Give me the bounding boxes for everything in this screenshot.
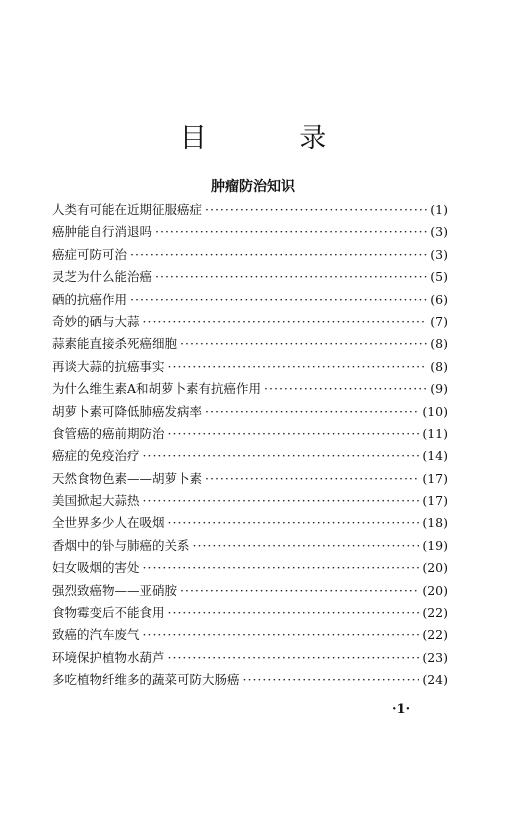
toc-entry-page: (20) [422, 560, 448, 576]
toc-entry-page: (8) [430, 358, 448, 374]
table-of-contents [52, 199, 448, 692]
toc-entry-page: (22) [422, 605, 448, 621]
toc-entry-page: (8) [430, 336, 448, 352]
dot-leader [243, 669, 420, 691]
toc-entry-page: (3) [430, 224, 448, 240]
toc-entry-title: 灵芝为什么能治癌 [52, 269, 153, 285]
toc-entry-title: 美国掀起大蒜热 [52, 493, 140, 509]
toc-entry [52, 624, 448, 646]
toc-entry-title: 食管癌的癌前期防治 [52, 425, 165, 441]
toc-entry-title: 再谈大蒜的抗癌事实 [52, 358, 165, 374]
toc-entry [52, 490, 448, 512]
dot-leader [130, 289, 427, 311]
dot-leader [168, 602, 420, 624]
toc-entry-title: 人类有可能在近期征服癌症 [52, 201, 203, 217]
toc-entry-page: (23) [422, 649, 448, 665]
toc-entry-page: (17) [422, 470, 448, 486]
toc-entry-page: (1) [430, 201, 448, 217]
toc-entry-title: 蒜素能直接杀死癌细胞 [52, 336, 178, 352]
toc-entry [52, 199, 448, 221]
toc-entry-title: 环境保护植物水葫芦 [52, 649, 165, 665]
toc-entry-title: 癌症的免疫治疗 [52, 448, 140, 464]
toc-entry-page: (10) [422, 403, 448, 419]
dot-leader [180, 580, 419, 602]
toc-entry-title: 香烟中的钋与肺癌的关系 [52, 537, 190, 553]
toc-entry-page: (18) [422, 515, 448, 531]
dot-leader [205, 401, 419, 423]
toc-entry [52, 445, 448, 467]
page-title: 目 录 [179, 123, 369, 154]
toc-entry-title: 癌肿能自行消退吗 [52, 224, 153, 240]
toc-entry [52, 580, 448, 602]
toc-entry-page: (14) [422, 448, 448, 464]
toc-entry [52, 669, 448, 691]
toc-entry-title: 为什么维生素A和胡萝卜素有抗癌作用 [52, 381, 262, 397]
dot-leader [143, 311, 428, 333]
section-heading: 肿瘤防治知识 [211, 179, 295, 195]
dot-leader [168, 512, 420, 534]
dot-leader [180, 333, 427, 355]
dot-leader [143, 490, 420, 512]
toc-entry [52, 266, 448, 288]
toc-entry [52, 423, 448, 445]
toc-entry [52, 378, 448, 400]
toc-entry-page: (5) [430, 269, 448, 285]
toc-entry [52, 311, 448, 333]
dot-leader [155, 221, 427, 243]
toc-entry-title: 硒的抗癌作用 [52, 291, 128, 307]
toc-entry-page: (24) [422, 672, 448, 688]
toc-entry-page: (11) [422, 425, 448, 441]
toc-entry-page: (3) [430, 246, 448, 262]
toc-entry-title: 强烈致癌物——亚硝胺 [52, 582, 178, 598]
toc-entry [52, 333, 448, 355]
dot-leader [143, 557, 420, 579]
toc-entry-title: 天然食物色素——胡萝卜素 [52, 470, 203, 486]
toc-entry [52, 468, 448, 490]
dot-leader [130, 244, 427, 266]
dot-leader [143, 445, 420, 467]
toc-entry [52, 244, 448, 266]
toc-entry-page: (9) [430, 381, 448, 397]
toc-entry-page: (7) [430, 313, 448, 329]
toc-entry [52, 512, 448, 534]
toc-entry-title: 致癌的汽车废气 [52, 627, 140, 643]
toc-entry [52, 602, 448, 624]
toc-entry [52, 221, 448, 243]
toc-entry-title: 癌症可防可治 [52, 246, 128, 262]
toc-entry-title: 胡萝卜素可降低肺癌发病率 [52, 403, 203, 419]
dot-leader [264, 378, 427, 400]
toc-entry [52, 647, 448, 669]
page-number: ·1· [392, 702, 411, 717]
toc-entry-page: (20) [422, 582, 448, 598]
toc-entry [52, 557, 448, 579]
toc-entry-title: 妇女吸烟的害处 [52, 560, 140, 576]
toc-entry-page: (19) [422, 537, 448, 553]
dot-leader [205, 199, 427, 221]
dot-leader [168, 356, 428, 378]
toc-entry [52, 401, 448, 423]
toc-entry [52, 356, 448, 378]
dot-leader [155, 266, 427, 288]
dot-leader [168, 423, 420, 445]
toc-entry-title: 多吃植物纤维多的蔬菜可防大肠癌 [52, 672, 240, 688]
toc-entry-page: (22) [422, 627, 448, 643]
toc-entry-title: 食物霉变后不能食用 [52, 605, 165, 621]
toc-entry [52, 535, 448, 557]
toc-entry-page: (17) [422, 493, 448, 509]
dot-leader [168, 647, 420, 669]
dot-leader [143, 624, 420, 646]
toc-entry-page: (6) [430, 291, 448, 307]
toc-entry [52, 289, 448, 311]
toc-entry-title: 全世界多少人在吸烟 [52, 515, 165, 531]
dot-leader [205, 468, 419, 490]
toc-entry-title: 奇妙的硒与大蒜 [52, 313, 140, 329]
dot-leader [193, 535, 420, 557]
